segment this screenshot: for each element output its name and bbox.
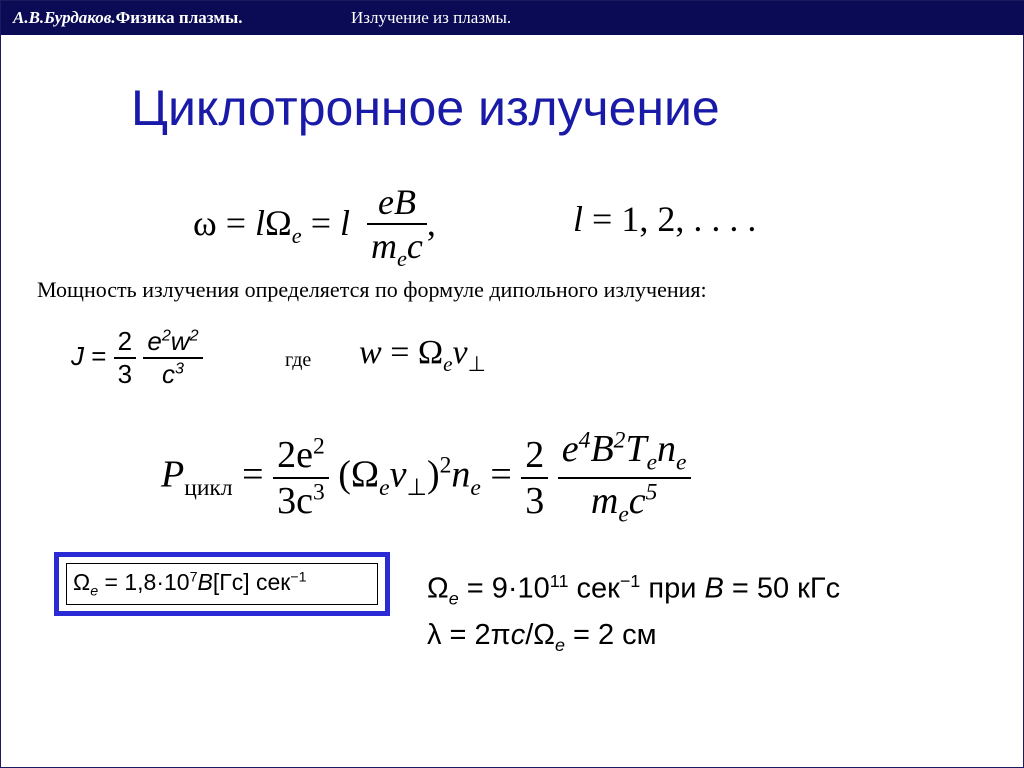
formula-cyclotron-power: $P_{цикл}$ = $\frac{2e^2}{3c^3}$ $(\Omega_ev_\perp)^2n_e$ = $\frac{2}{3}$ $\frac{e^4B^2T_en_e}{m_ec^5}$ [161, 427, 691, 528]
formula-dipole-power: J = $\frac{2}{3}$ $\frac{e^2w^2}{c^3}$ [71, 326, 203, 390]
formula-result-wavelength: $\lambda = 2\pi c/\Omega_e = 2$ см [427, 619, 657, 655]
header-author: А.В.Бурдаков.Физика плазмы. [13, 8, 243, 27]
slide-title: Циклотронное излучение [131, 80, 720, 136]
header-topic: Излучение из плазмы. [351, 8, 512, 27]
header-bar [1, 1, 1024, 35]
formula-velocity: $w = \Omega_ev_\perp$ [359, 334, 486, 376]
highlight-box [54, 552, 390, 616]
header-course: Физика плазмы. [115, 8, 243, 27]
formula-harmonic-numbers: l = 1, 2, . . . . [573, 199, 757, 239]
power-description: Мощность излучения определяется по формуле дипольного излучения: [37, 277, 707, 302]
fraction-eB-over-mec: $\frac{eB}{m_ec}$ [367, 181, 427, 272]
formula-cyclotron-frequency: $\omega = l\Omega_e = l$ $\frac{eB}{m_ec}$ , [193, 182, 436, 272]
formula-boxed-frequency: $\Omega_e = 1,8\cdot 10^7B[Гс]$ сек$^{-1}$ [73, 569, 307, 600]
where-label: где [285, 349, 312, 371]
formula-result-frequency: $\Omega_e = 9\cdot 10^{11}$ сек$^{-1}$ при B = 50 кГс [427, 571, 841, 609]
